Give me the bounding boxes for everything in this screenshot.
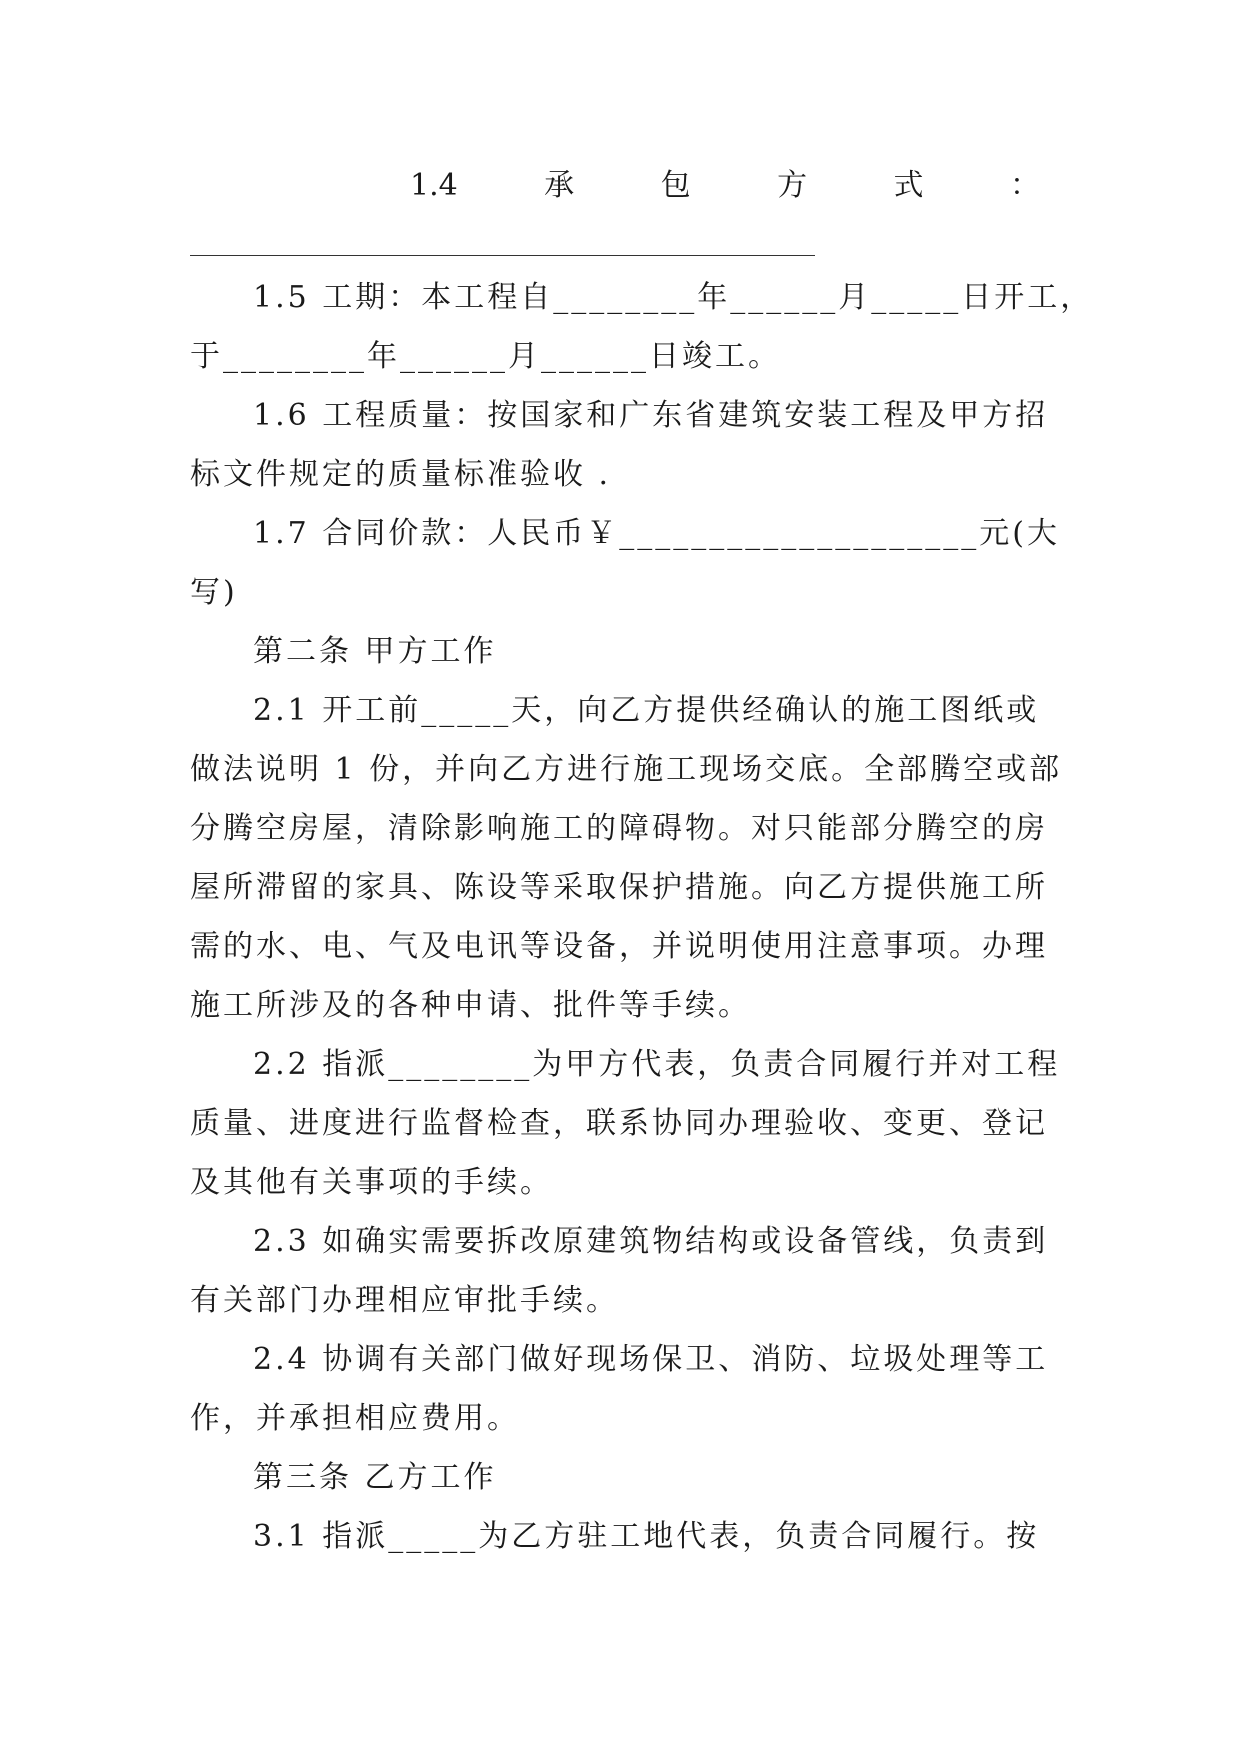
- article-heading-2: 第二条 甲方工作: [253, 634, 497, 669]
- heading-char: 方: [777, 168, 808, 203]
- text-line: 作，并承担相应费用。: [190, 1401, 520, 1436]
- text-line: 施工所涉及的各种申请、批件等手续。: [190, 988, 751, 1023]
- article-heading-3: 第三条 乙方工作: [253, 1460, 497, 1495]
- text-line-1-7: 1.7 合同价款：人民币￥____________________元(大: [253, 516, 1060, 551]
- text-line-2-4: 2.4 协调有关部门做好现场保卫、消防、垃圾处理等工: [253, 1342, 1049, 1377]
- text-line-2-3: 2.3 如确实需要拆改原建筑物结构或设备管线，负责到: [253, 1224, 1049, 1259]
- text-line-1-6: 1.6 工程质量：按国家和广东省建筑安装工程及甲方招: [253, 398, 1049, 433]
- text-line-3-1: 3.1 指派_____为乙方驻工地代表，负责合同履行。按: [253, 1519, 1040, 1554]
- text-line: 及其他有关事项的手续。: [190, 1165, 553, 1200]
- text-line-2-2: 2.2 指派________为甲方代表，负责合同履行并对工程: [253, 1047, 1061, 1082]
- blank-fill-line: [190, 255, 815, 256]
- text-line: 分腾空房屋，清除影响施工的障碍物。对只能部分腾空的房: [190, 811, 1048, 846]
- section-number: 1.4: [410, 168, 458, 203]
- text-line: 做法说明 1 份，并向乙方进行施工现场交底。全部腾空或部: [190, 752, 1063, 787]
- text-line: 屋所滞留的家具、陈设等采取保护措施。向乙方提供施工所: [190, 870, 1048, 905]
- text-line-1-5: 1.5 工期：本工程自________年______月_____日开工，: [253, 280, 1094, 315]
- text-line: 于________年______月______日竣工。: [190, 339, 781, 374]
- text-line: 质量、进度进行监督检查，联系协同办理验收、变更、登记: [190, 1106, 1048, 1141]
- text-line: 标文件规定的质量标准验收 .: [190, 457, 612, 492]
- heading-char: 包: [660, 168, 691, 203]
- heading-char: 承: [544, 168, 575, 203]
- heading-char: 式: [893, 168, 924, 203]
- section-1-4-heading: [410, 166, 1040, 206]
- text-line: 有关部门办理相应审批手续。: [190, 1283, 619, 1318]
- text-line: 需的水、电、气及电讯等设备，并说明使用注意事项。办理: [190, 929, 1048, 964]
- text-line-2-1: 2.1 开工前_____天，向乙方提供经确认的施工图纸或: [253, 693, 1040, 728]
- text-line: 写): [190, 575, 238, 610]
- heading-char: ：: [1009, 168, 1040, 203]
